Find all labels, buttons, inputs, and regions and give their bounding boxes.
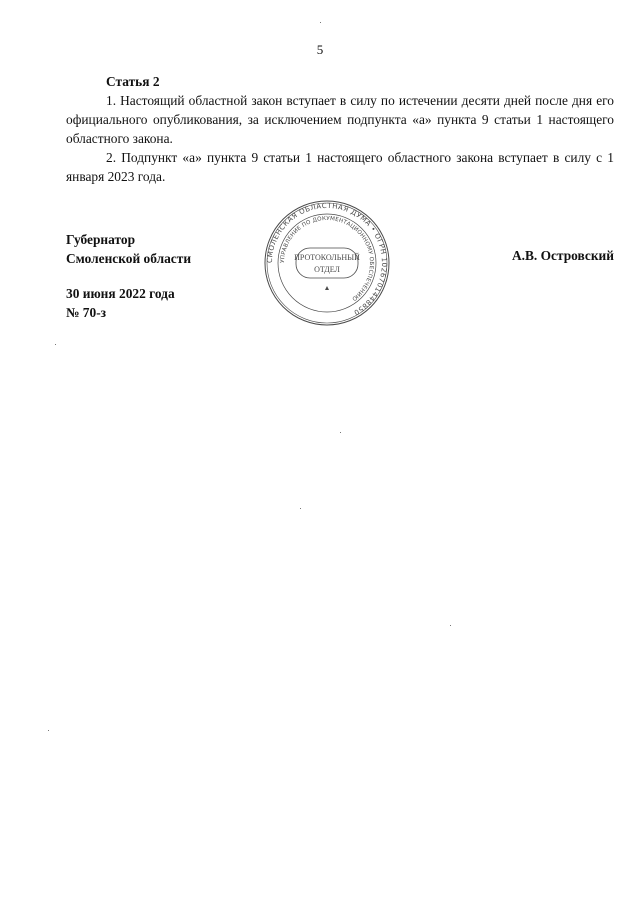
scan-speck: [340, 432, 341, 433]
scan-speck: [300, 508, 301, 509]
article-paragraph-1: 1. Настоящий областной закон вступает в силу по истечении десяти дней после дня его официального опубликования, за исключением подпункта «а» пункта 9 статьи 1 настоящего областного закона.: [66, 93, 614, 146]
scan-speck: [55, 344, 56, 345]
seal-center-line2: ОТДЕЛ: [314, 265, 340, 274]
signatory-position-line2: Смоленской области: [66, 251, 192, 266]
seal-center-line1: ПРОТОКОЛЬНЫЙ: [294, 253, 360, 262]
scan-speck: [48, 730, 49, 731]
law-date-block: [66, 284, 175, 322]
signatory-position: [66, 230, 191, 268]
scan-speck: [450, 625, 451, 626]
article-block: [66, 72, 614, 186]
signatory-position-line1: Губернатор: [66, 232, 136, 247]
seal-emblem-mark: [325, 286, 329, 290]
seal-middle-ring: [278, 214, 376, 312]
official-seal-stamp: [262, 198, 392, 328]
seal-middle-text: УПРАВЛЕНИЕ ПО ДОКУМЕНТАЦИОННОМУ ОБЕСПЕЧЕНИЮ: [279, 215, 375, 302]
scan-speck: [320, 22, 321, 23]
article-paragraph-2: 2. Подпункт «а» пункта 9 статьи 1 настоящего областного закона вступает в силу с 1 января 2023 года.: [66, 150, 614, 184]
signatory-name: А.В. Островский: [511, 248, 614, 263]
article-title: Статья 2: [106, 74, 160, 89]
seal-outer-text: СМОЛЕНСКАЯ ОБЛАСТНАЯ ДУМА • ОГРН 1026701448850: [265, 201, 389, 317]
law-number: № 70-з: [66, 305, 107, 320]
law-date: 30 июня 2022 года: [66, 286, 175, 301]
page-number: 5: [316, 42, 324, 57]
